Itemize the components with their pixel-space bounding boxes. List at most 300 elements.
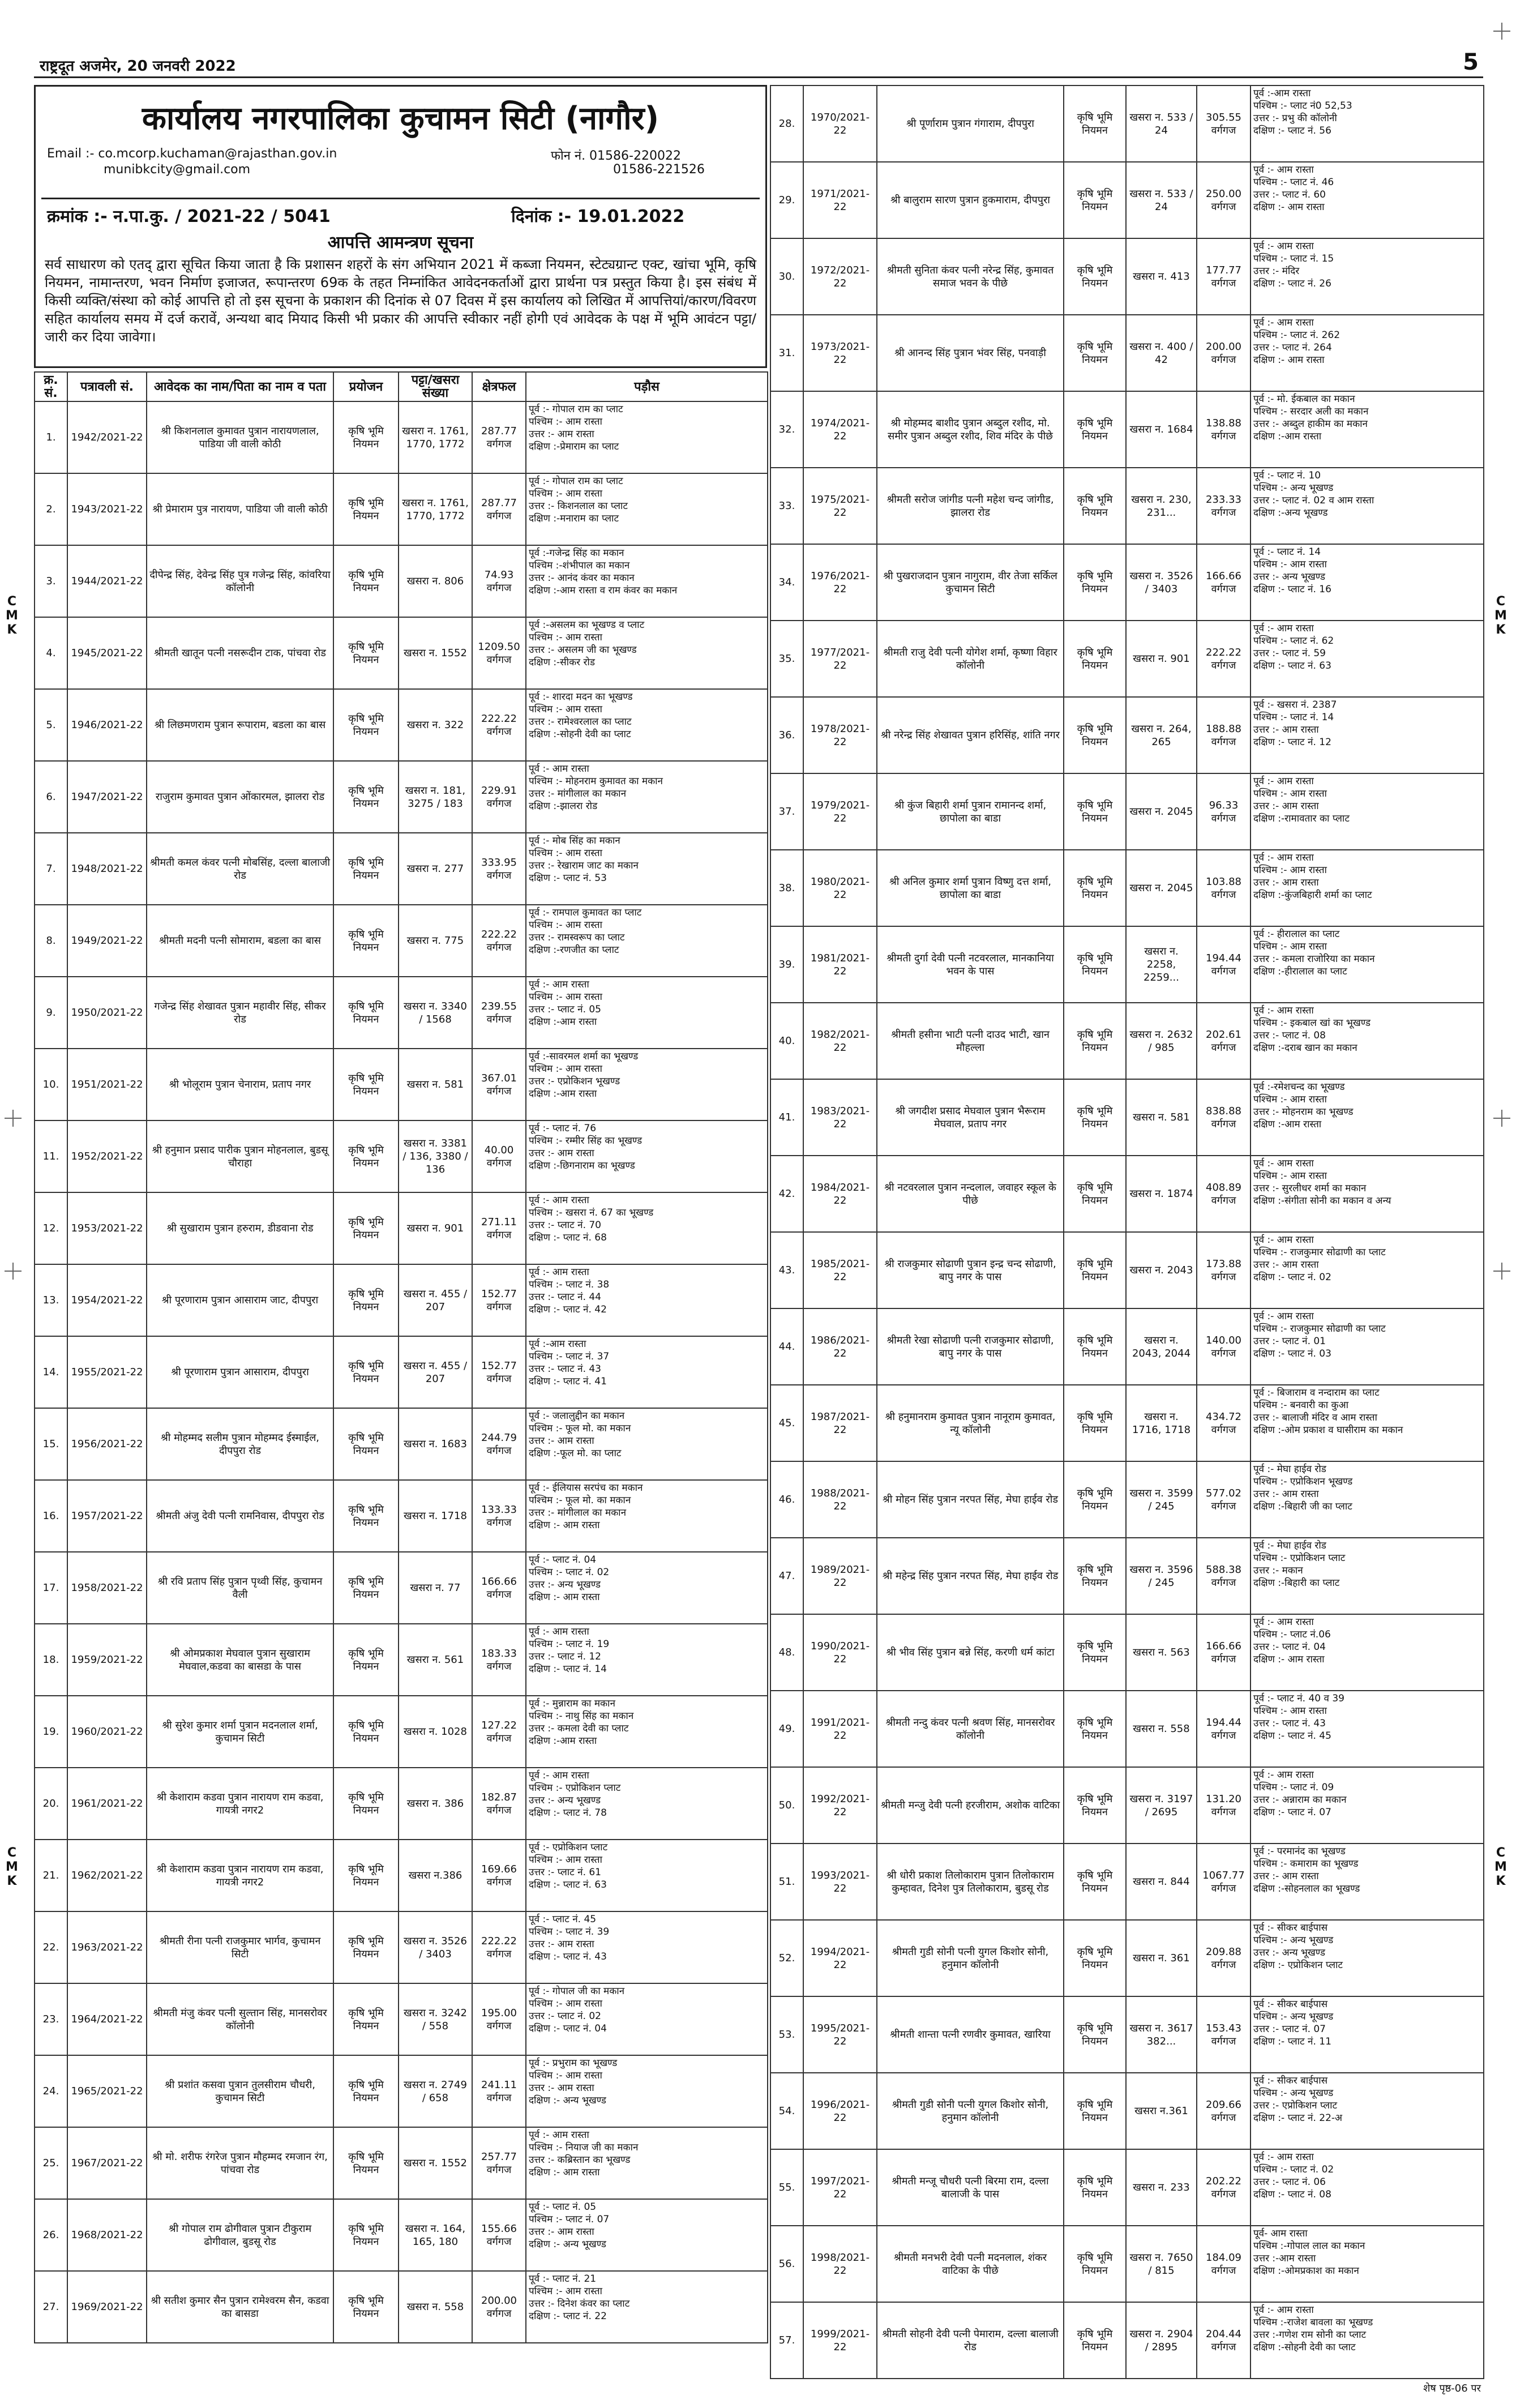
cell-purpose: कृषि भूमि नियमन [1064, 1003, 1126, 1079]
cell-purpose: कृषि भूमि नियमन [1064, 315, 1126, 391]
cell-applicant: श्रीमती अंजु देवी पत्नी रामनिवास, दीपपुरा रोड [147, 1480, 333, 1552]
cell-applicant: श्रीमती शान्ता पत्नी रणवीर कुमावत, खारिया [877, 1996, 1064, 2073]
cell-file-no: 1992/2021-22 [803, 1767, 877, 1844]
cell-neighbours: पूर्व :- मोब सिंह का मकान पश्चिम :- आम रास्ता उत्तर :- रेखाराम जाट का मकान दक्षिण :- प्लाट नं. 53 [526, 833, 768, 905]
cell-serial: 10. [35, 1049, 67, 1120]
cell-khasra: खसरा न. 230, 231... [1126, 468, 1197, 544]
cell-serial: 27. [35, 2271, 67, 2343]
cell-purpose: कृषि भूमि नियमन [1064, 926, 1126, 1003]
cell-file-no: 1981/2021-22 [803, 926, 877, 1003]
notice-body: सर्व साधारण को एतद् द्वारा सूचित किया जाता है कि प्रशासन शहरों के संग अभियान 2021 में कब्जा नियमन, स्टेट्यग्रान्ट एक्ट, खांचा भूमि, कृषि नियमन, नामान्तरण, भवन निर्माण इजाजत, रूपान्तरण 69क के तहत निम्नांकित आवेदनकर्ताओं द्वारा प्रार्थना पत्र प्रस्तुत किया है। इस संबंध में किसी व्यक्ति/संस्था को कोई आपत्ति हो तो इस सूचना के प्रकाशन की दिनांक से 07 दिवस में इस कार्यालय को लिखित में आपत्तियां/कारण/विवरण सहित कार्यालय समय में दर्ज करावें, अन्यथा बाद मियाद किसी भी प्रकार की आपत्ति स्वीकार नहीं होगी एवं आवेदक के पक्ष में भूमि आवंटन पट्टा/जारी कर दिया जावेगा। [45, 256, 756, 345]
cell-file-no: 1950/2021-22 [67, 977, 147, 1049]
cell-khasra: खसरा न. 2749 / 658 [399, 2055, 472, 2127]
cell-khasra: खसरा न. 533 / 24 [1126, 85, 1197, 162]
cell-khasra: खसरा न. 901 [399, 1192, 472, 1264]
cell-applicant: श्रीमती हसीना भाटी पत्नी दाउद भाटी, खान मौहल्ला [877, 1003, 1064, 1079]
cell-neighbours: पूर्व :- प्लाट नं. 10 पश्चिम :- अन्य भूखण्ड उत्तर :- प्लाट नं. 02 व आम रास्ता दक्षिण :-अन्य भूखण्ड [1251, 468, 1484, 544]
cell-neighbours: पूर्व :- आम रास्ता पश्चिम :- प्लाट नं. 19 उत्तर :- प्लाट नं. 12 दक्षिण :- प्लाट नं. 14 [526, 1624, 768, 1696]
header-serial: क्र. सं. [35, 372, 67, 401]
cell-applicant: श्री मोहम्मद बाशीद पुत्रान अब्दुल रशीद, मो. समीर पुत्रान अब्दुल रशीद, शिव मंदिर के पीछे [877, 391, 1064, 468]
cell-khasra: खसरा न. 3340 / 1568 [399, 977, 472, 1049]
cell-serial: 35. [770, 621, 803, 697]
cell-neighbours: पूर्व :- प्लाट नं. 14 पश्चिम :- आम रास्ता उत्तर :- अन्य भूखण्ड दक्षिण :- प्लाट नं. 16 [1251, 544, 1484, 621]
cell-serial: 22. [35, 1911, 67, 1983]
cell-applicant: श्री मोहन सिंह पुत्रान नरपत सिंह, मेघा हाईव रोड [877, 1461, 1064, 1538]
cell-neighbours: पूर्व :- प्लाट नं. 05 पश्चिम :- प्लाट नं. 07 उत्तर :- आम रास्ता दक्षिण :- अन्य भूखण्ड [526, 2199, 768, 2271]
cell-serial: 57. [770, 2302, 803, 2379]
cell-khasra: खसरा न. 2632 / 985 [1126, 1003, 1197, 1079]
header-khasra: पट्टा/खसरा संख्या [399, 372, 472, 401]
table-row [770, 238, 1484, 315]
cell-purpose: कृषि भूमि नियमन [1064, 621, 1126, 697]
cell-neighbours: पूर्व :- ईलियास सरपंच का मकान पश्चिम :- फूल मो. का मकान उत्तर :- मांगीलाल का मकान दक्षिण :- आम रास्ता [526, 1480, 768, 1552]
phone-line: फोन नं. 01586-220022 [551, 149, 681, 163]
cell-area: 194.44 वर्गगज [1197, 1691, 1251, 1767]
cell-neighbours: पूर्व :- सीकर बाईपास पश्चिम :- अन्य भूखण्ड उत्तर :- एप्रोकिशन प्लाट दक्षिण :- प्लाट नं. 22-अ [1251, 2073, 1484, 2149]
table-row [770, 697, 1484, 773]
cell-area: 287.77 वर्गगज [472, 473, 526, 545]
cell-file-no: 1956/2021-22 [67, 1408, 147, 1480]
cell-applicant: श्रीमती दुर्गा देवी पत्नी नटवरलाल, मानकानिया भवन के पास [877, 926, 1064, 1003]
table-row [35, 1768, 768, 1840]
cell-applicant: श्रीमती मदनी पत्नी सोमाराम, बडला का बास [147, 905, 333, 977]
cell-serial: 3. [35, 545, 67, 617]
cell-khasra: खसरा न. 2904 / 2895 [1126, 2302, 1197, 2379]
cell-applicant: श्री ओमप्रकाश मेघवाल पुत्रान सुखाराम मेघवाल,कडवा का बासडा के पास [147, 1624, 333, 1696]
cell-serial: 26. [35, 2199, 67, 2271]
cell-applicant: श्री पूर्णाराम पुत्रान गंगाराम, दीपपुरा [877, 85, 1064, 162]
cell-applicant: दीपेन्द्र सिंह, देवेन्द्र सिंह पुत्र गजेन्द्र सिंह, कांवरिया कॉलोनी [147, 545, 333, 617]
cell-area: 200.00 वर्गगज [472, 2271, 526, 2343]
table-row [770, 1920, 1484, 1996]
cell-applicant: श्री नटवरलाल पुत्रान नन्दलाल, जवाहर स्कूल के पीछे [877, 1156, 1064, 1232]
cell-khasra: खसरा न. 558 [1126, 1691, 1197, 1767]
cell-neighbours: पूर्व :- आम रास्ता पश्चिम :- नियाज जी का मकान उत्तर :- कब्रिस्तान का भूखण्ड दक्षिण :- आम रास्ता [526, 2127, 768, 2199]
cell-file-no: 1987/2021-22 [803, 1385, 877, 1461]
cell-area: 287.77 वर्गगज [472, 401, 526, 473]
cell-file-no: 1974/2021-22 [803, 391, 877, 468]
cell-khasra: खसरा न. 1684 [1126, 391, 1197, 468]
office-title: कार्यालय नगरपालिका कुचामन सिटी (नागौर) [142, 100, 659, 137]
cell-applicant: श्रीमती सुनिता कंवर पत्नी नरेन्द्र सिंह, कुमावत समाज भवन के पीछे [877, 238, 1064, 315]
cell-area: 140.00 वर्गगज [1197, 1308, 1251, 1385]
cell-purpose: कृषि भूमि नियमन [1064, 1996, 1126, 2073]
cell-neighbours: पूर्व :- एप्रोकिशन प्लाट पश्चिम :- आम रास्ता उत्तर :- प्लाट नं. 61 दक्षिण :- प्लाट नं. 63 [526, 1840, 768, 1911]
cell-serial: 31. [770, 315, 803, 391]
table-row [35, 1336, 768, 1408]
cell-file-no: 1999/2021-22 [803, 2302, 877, 2379]
cell-serial: 24. [35, 2055, 67, 2127]
cell-neighbours: पूर्व :-सावरमल शर्मा का भूखण्ड पश्चिम :- आम रास्ता उत्तर :- एप्रोकिशन भूखण्ड दक्षिण :-आम रास्ता [526, 1049, 768, 1120]
cell-file-no: 1954/2021-22 [67, 1264, 147, 1336]
cell-applicant: श्री प्रेमाराम पुत्र नारायण, पाडिया जी वाली कोठी [147, 473, 333, 545]
right-column [770, 85, 1483, 2394]
cell-file-no: 1953/2021-22 [67, 1192, 147, 1264]
cell-area: 233.33 वर्गगज [1197, 468, 1251, 544]
cell-area: 1067.77 वर्गगज [1197, 1844, 1251, 1920]
table-row [35, 689, 768, 761]
cell-neighbours: पूर्व :- आम रास्ता पश्चिम :- प्लाट नं. 262 उत्तर :- प्लाट नं. 264 दक्षिण :- आम रास्ता [1251, 315, 1484, 391]
table-row [770, 2302, 1484, 2379]
cell-purpose: कृषि भूमि नियमन [1064, 773, 1126, 850]
cell-purpose: कृषि भूमि नियमन [333, 1120, 399, 1192]
masthead [34, 49, 1483, 78]
cell-serial: 11. [35, 1120, 67, 1192]
cell-applicant: श्री सुखाराम पुत्रान हरुराम, डीडवाना रोड [147, 1192, 333, 1264]
table-row [770, 1844, 1484, 1920]
cell-khasra: खसरा न. 1028 [399, 1696, 472, 1768]
cell-applicant: श्री लिछमणराम पुत्रान रूपाराम, बडला का बास [147, 689, 333, 761]
cell-khasra: खसरा न.361 [1126, 2073, 1197, 2149]
cell-neighbours: पूर्व :- मेघा हाईव रोड पश्चिम :- एप्रोकिशन भूखण्ड उत्तर :- आम रास्ता दक्षिण :-बिहारी जी का प्लाट [1251, 1461, 1484, 1538]
cell-area: 222.22 वर्गगज [472, 905, 526, 977]
cell-purpose: कृषि भूमि नियमन [333, 2055, 399, 2127]
cell-file-no: 1993/2021-22 [803, 1844, 877, 1920]
cell-applicant: श्रीमती मंजु कंवर पत्नी सुल्तान सिंह, मानसरोवर कॉलोनी [147, 1983, 333, 2055]
cell-applicant: श्री पुखराजदान पुत्रान नागुराम, वीर तेजा सर्किल कुचामन सिटी [877, 544, 1064, 621]
cell-applicant: श्री जगदीश प्रसाद मेघवाल पुत्रान भैरूराम मेघवाल, प्रताप नगर [877, 1079, 1064, 1156]
cell-khasra: खसरा न. 413 [1126, 238, 1197, 315]
cell-file-no: 1990/2021-22 [803, 1614, 877, 1691]
reference-line [41, 198, 760, 226]
cell-area: 96.33 वर्गगज [1197, 773, 1251, 850]
cell-purpose: कृषि भूमि नियमन [1064, 2302, 1126, 2379]
cell-area: 152.77 वर्गगज [472, 1336, 526, 1408]
cell-file-no: 1955/2021-22 [67, 1336, 147, 1408]
cell-neighbours: पूर्व :- आम रास्ता पश्चिम :- प्लाट नं. 38 उत्तर :- प्लाट नं. 44 दक्षिण :- प्लाट नं. 42 [526, 1264, 768, 1336]
cell-purpose: कृषि भूमि नियमन [333, 1840, 399, 1911]
cell-applicant: श्री पूरणाराम पुत्रान आसाराम, दीपपुरा [147, 1336, 333, 1408]
table-row [770, 1385, 1484, 1461]
cell-purpose: कृषि भूमि नियमन [1064, 1614, 1126, 1691]
cell-purpose: कृषि भूमि नियमन [1064, 468, 1126, 544]
cell-area: 588.38 वर्गगज [1197, 1538, 1251, 1614]
cell-purpose: कृषि भूमि नियमन [333, 1408, 399, 1480]
cell-serial: 6. [35, 761, 67, 833]
cell-serial: 51. [770, 1844, 803, 1920]
cell-file-no: 1951/2021-22 [67, 1049, 147, 1120]
cell-serial: 32. [770, 391, 803, 468]
cell-applicant: श्रीमती सरोज जांगीड पत्नी महेश चन्द जांगीड, झालरा रोड [877, 468, 1064, 544]
cell-file-no: 1952/2021-22 [67, 1120, 147, 1192]
cell-neighbours: पूर्व :- आम रास्ता पश्चिम :- मोहनराम कुमावत का मकान उत्तर :- मांगीलाल का मकान दक्षिण :-झालरा रोड [526, 761, 768, 833]
color-marks-left: C M K [6, 594, 18, 637]
cell-applicant: श्री सतीश कुमार सैन पुत्रान रामेश्वरम सैन, कडवा का बासडा [147, 2271, 333, 2343]
cell-purpose: कृषि भूमि नियमन [333, 1624, 399, 1696]
cell-applicant: श्री बालुराम सारण पुत्रान हुकमाराम, दीपपुरा [877, 162, 1064, 238]
cell-applicant: श्री कुंज बिहारी शर्मा पुत्रान रामानन्द शर्मा, छापोला का बाडा [877, 773, 1064, 850]
cell-applicant: श्रीमती मन्जू चौधरी पत्नी बिरमा राम, दल्ला बालाजी के पास [877, 2149, 1064, 2226]
cell-area: 177.77 वर्गगज [1197, 238, 1251, 315]
cell-serial: 56. [770, 2226, 803, 2302]
table-row [770, 468, 1484, 544]
cell-file-no: 1986/2021-22 [803, 1308, 877, 1385]
cell-area: 222.22 वर्गगज [472, 689, 526, 761]
cell-khasra: खसरा न. 1874 [1126, 1156, 1197, 1232]
cell-purpose: कृषि भूमि नियमन [333, 905, 399, 977]
cell-serial: 14. [35, 1336, 67, 1408]
cell-neighbours: पूर्व :- आम रास्ता पश्चिम :-राजेश बावला का भूखण्ड उत्तर :-गणेश राम सोनी का प्लाट दक्षिण :-सोहनी देवी का प्लाट [1251, 2302, 1484, 2379]
cell-file-no: 1976/2021-22 [803, 544, 877, 621]
cell-purpose: कृषि भूमि नियमन [1064, 1844, 1126, 1920]
table-row [770, 773, 1484, 850]
cell-khasra: खसरा न. 1552 [399, 2127, 472, 2199]
cell-purpose: कृषि भूमि नियमन [333, 1264, 399, 1336]
cell-area: 222.22 वर्गगज [1197, 621, 1251, 697]
cell-khasra: खसरा न. 455 / 207 [399, 1264, 472, 1336]
cell-khasra: खसरा न. 233 [1126, 2149, 1197, 2226]
cell-applicant: श्री केशाराम कडवा पुत्रान नारायण राम कडवा, गायत्री नगर2 [147, 1840, 333, 1911]
cell-file-no: 1989/2021-22 [803, 1538, 877, 1614]
cell-area: 209.66 वर्गगज [1197, 2073, 1251, 2149]
cell-khasra: खसरा न. 1552 [399, 617, 472, 689]
table-row [35, 1552, 768, 1624]
cell-purpose: कृषि भूमि नियमन [1064, 1920, 1126, 1996]
table-row [770, 926, 1484, 1003]
cell-neighbours: पूर्व :- प्रभुराम का भूखण्ड पश्चिम :- आम रास्ता उत्तर :- आम रास्ता दक्षिण :- अन्य भूखण्ड [526, 2055, 768, 2127]
cell-file-no: 1965/2021-22 [67, 2055, 147, 2127]
cell-neighbours: पूर्व :- शारदा मदन का भूखण्ड पश्चिम :- आम रास्ता उत्तर :- रामेश्वरलाल का प्लाट दक्षिण :-सोहनी देवी का प्लाट [526, 689, 768, 761]
registration-mark [1493, 1263, 1510, 1280]
cell-applicant: श्री मोहम्मद सलीम पुत्रान मोहम्मद ईस्माईल, दीपपुरा रोड [147, 1408, 333, 1480]
cell-purpose: कृषि भूमि नियमन [333, 761, 399, 833]
cell-neighbours: पूर्व :- प्लाट नं. 40 व 39 पश्चिम :- आम रास्ता उत्तर :- प्लाट नं. 43 दक्षिण :- प्लाट नं. 45 [1251, 1691, 1484, 1767]
cell-purpose: कृषि भूमि नियमन [333, 1911, 399, 1983]
cell-khasra: खसरा न. 3526 / 3403 [1126, 544, 1197, 621]
cell-file-no: 1969/2021-22 [67, 2271, 147, 2343]
cell-serial: 16. [35, 1480, 67, 1552]
cell-file-no: 1973/2021-22 [803, 315, 877, 391]
cell-purpose: कृषि भूमि नियमन [1064, 1156, 1126, 1232]
cell-area: 577.02 वर्गगज [1197, 1461, 1251, 1538]
cell-area: 257.77 वर्गगज [472, 2127, 526, 2199]
cell-purpose: कृषि भूमि नियमन [333, 1192, 399, 1264]
cell-file-no: 1946/2021-22 [67, 689, 147, 761]
cell-area: 250.00 वर्गगज [1197, 162, 1251, 238]
cell-purpose: कृषि भूमि नियमन [333, 1983, 399, 2055]
notice-title: आपत्ति आमन्त्रण सूचना [327, 233, 474, 253]
registration-mark [5, 1263, 22, 1280]
table-row [35, 1408, 768, 1480]
cell-purpose: कृषि भूमि नियमन [1064, 238, 1126, 315]
cell-file-no: 1972/2021-22 [803, 238, 877, 315]
cell-file-no: 1975/2021-22 [803, 468, 877, 544]
cell-file-no: 1949/2021-22 [67, 905, 147, 977]
cell-area: 239.55 वर्गगज [472, 977, 526, 1049]
email-line: Email :- co.mcorp.kuchaman@rajasthan.gov.in [47, 147, 337, 161]
cell-serial: 36. [770, 697, 803, 773]
cell-neighbours: पूर्व :- जलालुद्दीन का मकान पश्चिम :- फूल मो. का मकान उत्तर :- आम रास्ता दक्षिण :-फूल मो. का प्लाट [526, 1408, 768, 1480]
reference-number: क्रमांक :- न.पा.कु. / 2021-22 / 5041 [47, 207, 331, 226]
cell-area: 103.88 वर्गगज [1197, 850, 1251, 926]
cell-applicant: श्रीमती गुडी सोनी पत्नी युगल किशोर सोनी, हनुमान कॉलोनी [877, 1920, 1064, 1996]
cell-file-no: 1964/2021-22 [67, 1983, 147, 2055]
cell-khasra: खसरा न. 361 [1126, 1920, 1197, 1996]
cell-neighbours: पूर्व :- आम रास्ता पश्चिम :- प्लाट नं. 15 उत्तर :- मंदिर दक्षिण :- प्लाट नं. 26 [1251, 238, 1484, 315]
cell-area: 74.93 वर्गगज [472, 545, 526, 617]
cell-area: 209.88 वर्गगज [1197, 1920, 1251, 1996]
table-row [770, 850, 1484, 926]
table-row [770, 2149, 1484, 2226]
cell-file-no: 1991/2021-22 [803, 1691, 877, 1767]
cell-khasra: खसरा न. 1718 [399, 1480, 472, 1552]
cell-serial: 53. [770, 1996, 803, 2073]
header-area: क्षेत्रफल [472, 372, 526, 401]
cell-area: 182.87 वर्गगज [472, 1768, 526, 1840]
cell-file-no: 1984/2021-22 [803, 1156, 877, 1232]
cell-applicant: श्री धोरी प्रकाश तिलोकाराम पुत्रान तिलोकाराम कुम्हावत, दिनेश पुत्र तिलोकाराम, बुडसू रोड [877, 1844, 1064, 1920]
cell-serial: 38. [770, 850, 803, 926]
masthead-date: राष्ट्रदूत अजमेर, 20 जनवरी 2022 [40, 58, 236, 75]
table-row [35, 401, 768, 473]
cell-file-no: 1958/2021-22 [67, 1552, 147, 1624]
cell-khasra: खसरा न. 1716, 1718 [1126, 1385, 1197, 1461]
phone-line-2: 01586-221526 [613, 162, 705, 177]
cell-purpose: कृषि भूमि नियमन [1064, 544, 1126, 621]
cell-file-no: 1944/2021-22 [67, 545, 147, 617]
cell-area: 838.88 वर्गगज [1197, 1079, 1251, 1156]
cell-purpose: कृषि भूमि नियमन [333, 1768, 399, 1840]
cell-area: 1209.50 वर्गगज [472, 617, 526, 689]
cell-serial: 33. [770, 468, 803, 544]
cell-file-no: 1962/2021-22 [67, 1840, 147, 1911]
cell-file-no: 1943/2021-22 [67, 473, 147, 545]
cell-area: 204.44 वर्गगज [1197, 2302, 1251, 2379]
cell-serial: 34. [770, 544, 803, 621]
cell-neighbours: पूर्व :- रामपाल कुमावत का प्लाट पश्चिम :- आम रास्ता उत्तर :- रामस्वरूप का प्लाट दक्षिण :-रणजीत का प्लाट [526, 905, 768, 977]
page-number: 5 [1463, 49, 1479, 75]
table-row [770, 2073, 1484, 2149]
cell-applicant: श्रीमती नन्दु कंवर पत्नी श्रवण सिंह, मानसरोवर कॉलोनी [877, 1691, 1064, 1767]
cell-area: 152.77 वर्गगज [472, 1264, 526, 1336]
cell-khasra: खसरा न. 1683 [399, 1408, 472, 1480]
cell-file-no: 1968/2021-22 [67, 2199, 147, 2271]
cell-serial: 37. [770, 773, 803, 850]
cell-purpose: कृषि भूमि नियमन [333, 689, 399, 761]
cell-applicant: श्री भीव सिंह पुत्रान बन्ने सिंह, करणी धर्म कांटा [877, 1614, 1064, 1691]
cell-purpose: कृषि भूमि नियमन [1064, 162, 1126, 238]
cell-area: 166.66 वर्गगज [472, 1552, 526, 1624]
table-row [770, 1308, 1484, 1385]
cell-khasra: खसरा न. 181, 3275 / 183 [399, 761, 472, 833]
cell-neighbours: पूर्व :- प्लाट नं. 21 पश्चिम :- आम रास्ता उत्तर :- दिनेश कंवर का प्लाट दक्षिण :- प्लाट नं. 22 [526, 2271, 768, 2343]
cell-neighbours: पूर्व :- आम रास्ता पश्चिम :- प्लाट नं. 46 उत्तर :- प्लाट नं. 60 दक्षिण :- आम रास्ता [1251, 162, 1484, 238]
cell-file-no: 1960/2021-22 [67, 1696, 147, 1768]
cell-neighbours: पूर्व :- आम रास्ता पश्चिम :- प्लाट नं.06 उत्तर :- प्लाट नं. 04 दक्षिण :- आम रास्ता [1251, 1614, 1484, 1691]
cell-purpose: कृषि भूमि नियमन [1064, 391, 1126, 468]
cell-applicant: श्री मो. शरीफ रंगरेज पुत्रान मौहम्मद रमजान रंग, पांचवा रोड [147, 2127, 333, 2199]
cell-neighbours: पूर्व :- आम रास्ता पश्चिम :- खसरा नं. 67 का भूखण्ड उत्तर :- प्लाट नं. 70 दक्षिण :- प्लाट नं. 68 [526, 1192, 768, 1264]
cell-purpose: कृषि भूमि नियमन [333, 1336, 399, 1408]
cell-serial: 18. [35, 1624, 67, 1696]
cell-serial: 43. [770, 1232, 803, 1308]
notice-date: दिनांक :- 19.01.2022 [511, 207, 685, 226]
cell-khasra: खसरा न. 3381 / 136, 3380 / 136 [399, 1120, 472, 1192]
cell-neighbours: पूर्व :- बिजाराम व नन्दाराम का प्लाट पश्चिम :- बनवारी का कुआ उत्तर :- बालाजी मंदिर व आम रास्ता दक्षिण :-ओम प्रकाश व घासीराम का मकान [1251, 1385, 1484, 1461]
cell-file-no: 1988/2021-22 [803, 1461, 877, 1538]
cell-neighbours: पूर्व :- गोपाल राम का प्लाट पश्चिम :- आम रास्ता उत्तर :- आम रास्ता दक्षिण :-प्रेमाराम का प्लाट [526, 401, 768, 473]
cell-khasra: खसरा न. 563 [1126, 1614, 1197, 1691]
cell-neighbours: पूर्व :- आम रास्ता पश्चिम :- राजकुमार सोढाणी का प्लाट उत्तर :- प्लाट नं. 01 दक्षिण :- प्लाट नं. 03 [1251, 1308, 1484, 1385]
cell-applicant: श्री भोलूराम पुत्रान चेनाराम, प्रताप नगर [147, 1049, 333, 1120]
cell-applicant: श्रीमती राजु देवी पत्नी योगेश शर्मा, कृष्णा विहार कॉलोनी [877, 621, 1064, 697]
cell-file-no: 1947/2021-22 [67, 761, 147, 833]
cell-file-no: 1997/2021-22 [803, 2149, 877, 2226]
cell-file-no: 1979/2021-22 [803, 773, 877, 850]
cell-purpose: कृषि भूमि नियमन [1064, 1691, 1126, 1767]
cell-purpose: कृषि भूमि नियमन [333, 617, 399, 689]
cell-neighbours: पूर्व :- खसरा नं. 2387 पश्चिम :- प्लाट नं. 14 उत्तर :- आम रास्ता दक्षिण :- प्लाट नं. 12 [1251, 697, 1484, 773]
cell-file-no: 1998/2021-22 [803, 2226, 877, 2302]
cell-purpose: कृषि भूमि नियमन [1064, 1538, 1126, 1614]
cell-file-no: 1985/2021-22 [803, 1232, 877, 1308]
cell-purpose: कृषि भूमि नियमन [1064, 1079, 1126, 1156]
cell-file-no: 1942/2021-22 [67, 401, 147, 473]
cell-applicant: श्री गोपाल राम ढोगीवाल पुत्रान टीकुराम ढोगीवाल, बुडसू रोड [147, 2199, 333, 2271]
cell-serial: 1. [35, 401, 67, 473]
cell-neighbours: पूर्व :- आम रास्ता पश्चिम :- आम रास्ता उत्तर :- प्लाट नं. 05 दक्षिण :-आम रास्ता [526, 977, 768, 1049]
color-marks-left-2: C M K [6, 1846, 18, 1888]
cell-neighbours: पूर्व :- मेघा हाईव रोड पश्चिम :- एप्रोकिशन प्लाट उत्तर :- मकान दक्षिण :-बिहारी का प्लाट [1251, 1538, 1484, 1614]
cell-purpose: कृषि भूमि नियमन [333, 833, 399, 905]
cell-area: 173.88 वर्गगज [1197, 1232, 1251, 1308]
cell-serial: 4. [35, 617, 67, 689]
cell-file-no: 1983/2021-22 [803, 1079, 877, 1156]
cell-file-no: 1994/2021-22 [803, 1920, 877, 1996]
table-row [770, 1156, 1484, 1232]
cell-area: 434.72 वर्गगज [1197, 1385, 1251, 1461]
cell-khasra: खसरा न. 3596 / 245 [1126, 1538, 1197, 1614]
table-row [770, 1079, 1484, 1156]
table-row [770, 2226, 1484, 2302]
table-row [35, 1480, 768, 1552]
cell-khasra: खसरा न. 581 [399, 1049, 472, 1120]
cell-applicant: श्री किशनलाल कुमावत पुत्रान नारायणलाल, पाडिया जी वाली कोठी [147, 401, 333, 473]
cell-neighbours: पूर्व :- मुन्नाराम का मकान पश्चिम :- नाथु सिंह का मकान उत्तर :- कमला देवी का प्लाट दक्षिण :-आम रास्ता [526, 1696, 768, 1768]
cell-applicant: श्रीमती गुडी सोनी पत्नी युगल किशोर सोनी, हनुमान कॉलोनी [877, 2073, 1064, 2149]
cell-khasra: खसरा न. 1761, 1770, 1772 [399, 473, 472, 545]
cell-file-no: 1995/2021-22 [803, 1996, 877, 2073]
cell-khasra: खसरा न. 400 / 42 [1126, 315, 1197, 391]
cell-neighbours: पूर्व :- आम रास्ता पश्चिम :- आम रास्ता उत्तर :- आम रास्ता दक्षिण :-रामावतार का प्लाट [1251, 773, 1484, 850]
cell-khasra: खसरा न. 533 / 24 [1126, 162, 1197, 238]
cell-area: 195.00 वर्गगज [472, 1983, 526, 2055]
table-row [35, 1840, 768, 1911]
cell-serial: 55. [770, 2149, 803, 2226]
table-row [770, 621, 1484, 697]
cell-neighbours: पूर्व :- मो. ईकबाल का मकान पश्चिम :- सरदार अली का मकान उत्तर :- अब्दुल हाकीम का मकान दक्षिण :-आम रास्ता [1251, 391, 1484, 468]
cell-khasra: खसरा न. 581 [1126, 1079, 1197, 1156]
cell-applicant: श्रीमती सोहनी देवी पत्नी पेमाराम, दल्ला बालाजी रोड [877, 2302, 1064, 2379]
cell-serial: 17. [35, 1552, 67, 1624]
cell-applicant: गजेन्द्र सिंह शेखावत पुत्रान महावीर सिंह, सीकर रोड [147, 977, 333, 1049]
cell-area: 183.33 वर्गगज [472, 1624, 526, 1696]
cell-purpose: कृषि भूमि नियमन [333, 545, 399, 617]
cell-applicant: श्रीमती रीना पत्नी राजकुमार भार्गव, कुचामन सिटी [147, 1911, 333, 1983]
cell-khasra: खसरा न. 561 [399, 1624, 472, 1696]
cell-purpose: कृषि भूमि नियमन [333, 2127, 399, 2199]
cell-area: 241.11 वर्गगज [472, 2055, 526, 2127]
cell-purpose: कृषि भूमि नियमन [333, 977, 399, 1049]
table-row [770, 85, 1484, 162]
cell-khasra: खसरा न. 455 / 207 [399, 1336, 472, 1408]
cell-applicant: श्री हनुमानराम कुमावत पुत्रान नानूराम कुमावत, न्यू कॉलोनी [877, 1385, 1064, 1461]
cell-neighbours: पूर्व :- प्लाट नं. 04 पश्चिम :- प्लाट नं. 02 उत्तर :- अन्य भूखण्ड दक्षिण :- आम रास्ता [526, 1552, 768, 1624]
cell-applicant: श्री अनिल कुमार शर्मा पुत्रान विष्णु दत्त शर्मा, छापोला का बाडा [877, 850, 1064, 926]
cell-purpose: कृषि भूमि नियमन [333, 1552, 399, 1624]
contact-info [41, 147, 760, 198]
cell-serial: 2. [35, 473, 67, 545]
